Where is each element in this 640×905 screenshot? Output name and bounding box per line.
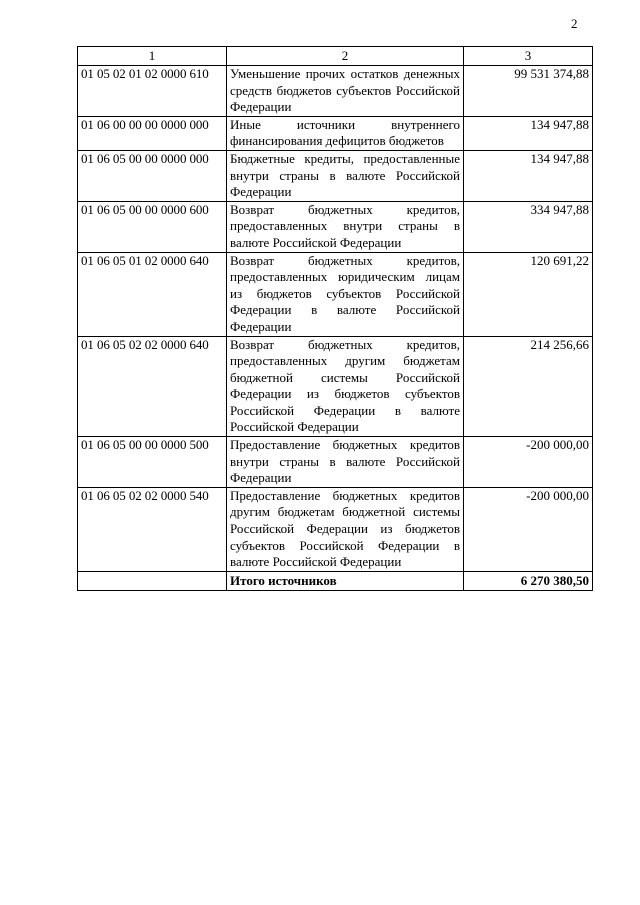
row-amount: 134 947,88 — [464, 150, 593, 201]
table-row — [78, 336, 593, 437]
column-header-code: 1 — [78, 47, 227, 66]
row-amount: 134 947,88 — [464, 116, 593, 150]
row-name: Предоставление бюджетных кредитов внутри страны в валюте Российской Федерации — [227, 437, 464, 488]
total-amount: 6 270 380,50 — [464, 571, 593, 590]
row-name: Бюджетные кредиты, предоставленные внутри страны в валюте Российской Федерации — [227, 150, 464, 201]
table-row — [78, 437, 593, 488]
sources-table — [77, 46, 593, 591]
row-amount: 99 531 374,88 — [464, 66, 593, 117]
column-header-amount: 3 — [464, 47, 593, 66]
row-code: 01 06 05 02 02 0000 640 — [78, 336, 227, 437]
row-name: Иные источники внутреннего финансирования дефицитов бюджетов — [227, 116, 464, 150]
table-header-row — [78, 47, 593, 66]
page-number: 2 — [571, 16, 578, 31]
row-amount: -200 000,00 — [464, 487, 593, 571]
table-row — [78, 252, 593, 336]
row-code: 01 06 05 00 00 0000 000 — [78, 150, 227, 201]
row-amount: 120 691,22 — [464, 252, 593, 336]
row-amount: -200 000,00 — [464, 437, 593, 488]
row-name: Уменьшение прочих остатков денежных средств бюджетов субъектов Российской Федерации — [227, 66, 464, 117]
table-row — [78, 487, 593, 571]
row-name: Предоставление бюджетных кредитов другим бюджетам бюджетной системы Российской Федерации из бюджетов субъектов Российской Федерации в валюте Российской Федерации — [227, 487, 464, 571]
total-row — [78, 571, 593, 590]
table-row — [78, 116, 593, 150]
row-name: Возврат бюджетных кредитов, предоставленных юридическим лицам из бюджетов субъектов Российской Федерации в валюте Российской Федерации — [227, 252, 464, 336]
column-header-name: 2 — [227, 47, 464, 66]
row-code: 01 06 00 00 00 0000 000 — [78, 116, 227, 150]
total-code — [78, 571, 227, 590]
row-name: Возврат бюджетных кредитов, предоставленных внутри страны в валюте Российской Федерации — [227, 201, 464, 252]
row-code: 01 06 05 02 02 0000 540 — [78, 487, 227, 571]
table-row — [78, 66, 593, 117]
total-label: Итого источников — [227, 571, 464, 590]
table-row — [78, 201, 593, 252]
row-name: Возврат бюджетных кредитов, предоставленных другим бюджетам бюджетной системы Российской Федерации из бюджетов субъектов Российской Федерации в валюте Российской Федерации — [227, 336, 464, 437]
row-amount: 334 947,88 — [464, 201, 593, 252]
row-code: 01 06 05 00 00 0000 500 — [78, 437, 227, 488]
row-amount: 214 256,66 — [464, 336, 593, 437]
row-code: 01 06 05 01 02 0000 640 — [78, 252, 227, 336]
row-code: 01 05 02 01 02 0000 610 — [78, 66, 227, 117]
row-code: 01 06 05 00 00 0000 600 — [78, 201, 227, 252]
table-row — [78, 150, 593, 201]
